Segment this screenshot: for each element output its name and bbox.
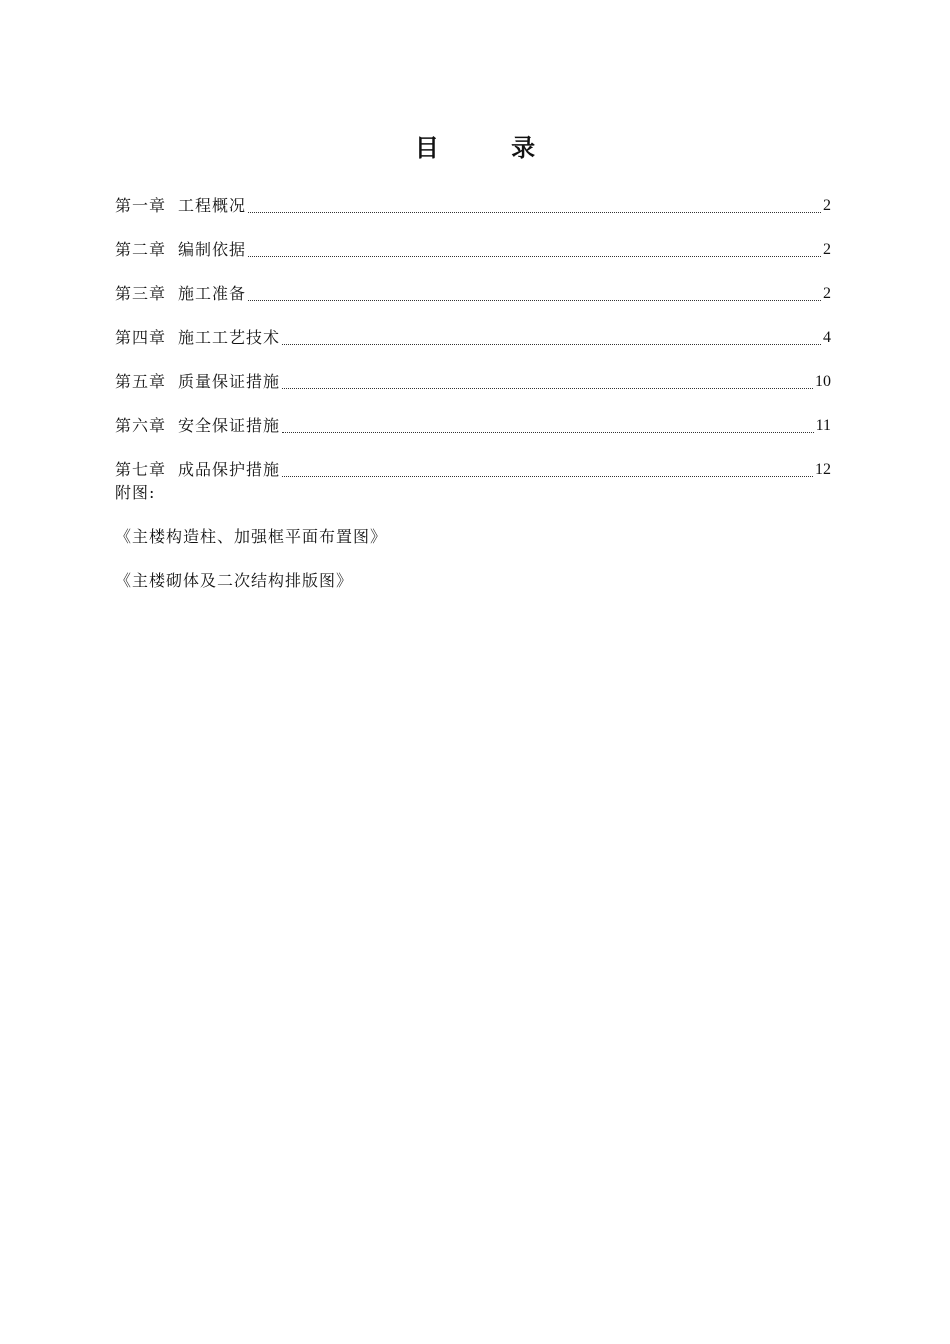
toc-entry[interactable]	[115, 261, 831, 305]
toc-page-number: 2	[823, 197, 831, 214]
toc-page-number: 11	[815, 417, 831, 434]
toc-page-number: 10	[815, 373, 831, 390]
toc-chapter-title: 成品保护措施	[178, 460, 281, 479]
toc-chapter-number: 第一章	[115, 196, 167, 215]
toc-chapter-number: 第六章	[115, 416, 167, 435]
toc-dot-leader	[282, 431, 814, 433]
appendix-item[interactable]: 《主楼构造柱、加强框平面布置图》	[115, 527, 388, 546]
appendix-item[interactable]: 《主楼砌体及二次结构排版图》	[115, 571, 354, 590]
toc-entry[interactable]	[115, 217, 831, 261]
toc-entry[interactable]	[115, 437, 831, 481]
toc-page-number: 4	[823, 329, 831, 346]
toc-dot-leader	[282, 387, 813, 389]
toc-dot-leader	[282, 343, 821, 345]
table-of-contents	[115, 173, 831, 481]
appendix-section	[115, 482, 387, 614]
toc-dot-leader	[248, 299, 821, 301]
toc-chapter-number: 第五章	[115, 372, 167, 391]
toc-chapter-title: 安全保证措施	[178, 416, 281, 435]
toc-chapter-title: 工程概况	[178, 196, 247, 215]
toc-chapter-title: 施工准备	[178, 284, 247, 303]
toc-chapter-title: 施工工艺技术	[178, 328, 281, 347]
page-title: 目 录	[414, 134, 568, 162]
toc-dot-leader	[248, 255, 821, 257]
toc-entry[interactable]	[115, 173, 831, 217]
toc-chapter-title: 编制依据	[178, 240, 247, 259]
toc-chapter-number: 第三章	[115, 284, 167, 303]
toc-dot-leader	[248, 211, 821, 213]
toc-page-number: 2	[823, 285, 831, 302]
toc-chapter-number: 第四章	[115, 328, 167, 347]
appendix-label: 附图:	[115, 483, 156, 502]
toc-page-number: 12	[815, 461, 831, 478]
toc-page-number: 2	[823, 241, 831, 258]
toc-chapter-title: 质量保证措施	[178, 372, 281, 391]
toc-entry[interactable]	[115, 305, 831, 349]
toc-dot-leader	[282, 475, 813, 477]
toc-entry[interactable]	[115, 349, 831, 393]
toc-chapter-number: 第二章	[115, 240, 167, 259]
toc-chapter-number: 第七章	[115, 460, 167, 479]
toc-entry[interactable]	[115, 393, 831, 437]
